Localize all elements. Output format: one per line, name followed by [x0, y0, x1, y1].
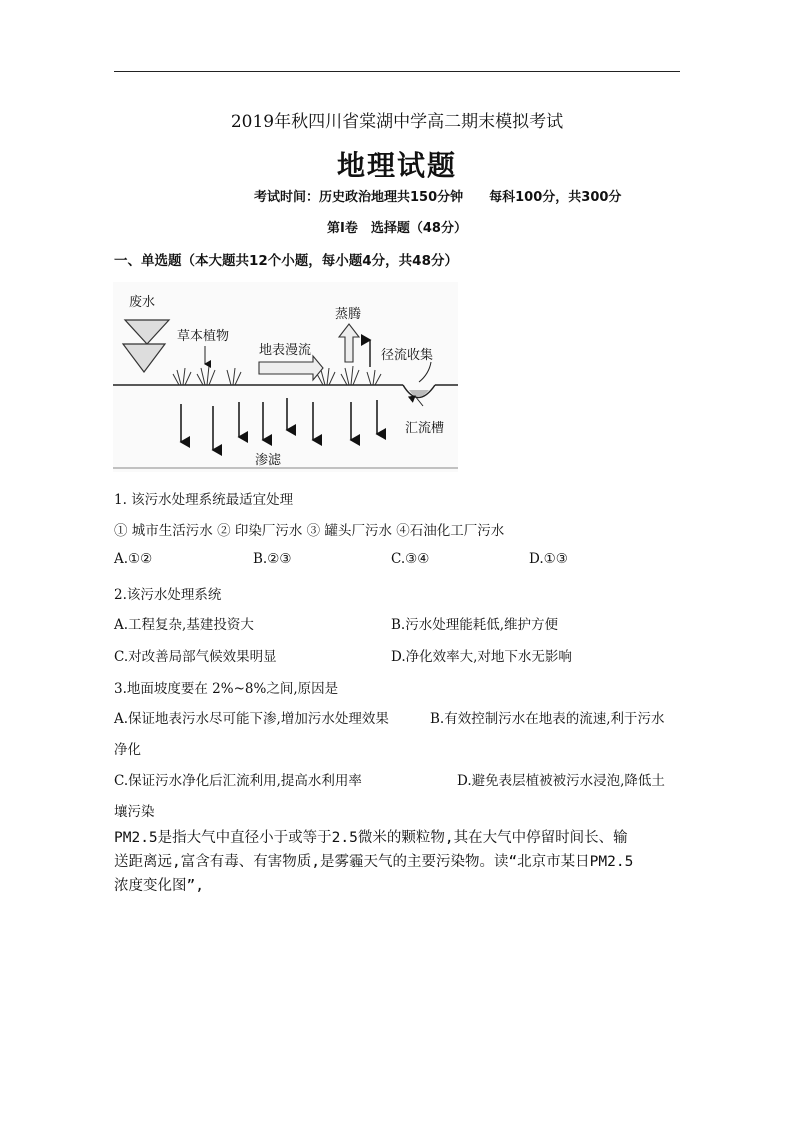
label-surface-flow: 地表漫流 — [259, 343, 312, 358]
pm25-passage-line-1: PM2.5是指大气中直径小于或等于2.5微米的颗粒物,其在大气中停留时间长、输 — [114, 830, 628, 846]
pm25-passage-line-3: 浓度变化图”, — [114, 878, 204, 894]
label-plants: 草本植物 — [177, 329, 230, 344]
exam-time: 考试时间：历史政治地理共150分钟 — [254, 190, 464, 205]
exam-title: 2019年秋四川省棠湖中学高二期末模拟考试 — [230, 112, 564, 132]
label-evaporation: 蒸腾 — [335, 307, 362, 322]
subject-title: 地理试题 — [336, 149, 457, 182]
question-3-option-b: B.有效控制污水在地表的流速,利于污水 — [430, 711, 665, 727]
section-heading: 一、单选题（本大题共12个小题，每小题4分，共48分） — [114, 253, 458, 269]
label-channel: 汇流槽 — [405, 421, 445, 436]
pm25-passage-line-2: 送距离远,富含有毒、有害物质,是雾霾天气的主要污染物。读“北京市某日PM2.5 — [114, 854, 634, 870]
question-2-option-c: C.对改善局部气候效果明显 — [114, 649, 277, 665]
label-wastewater: 废水 — [129, 295, 156, 310]
question-1-option-a: A.①② — [114, 551, 153, 567]
question-3-option-d-wrap: 壤污染 — [114, 804, 155, 820]
question-3-option-d: D.避免表层植被被污水浸泡,降低土 — [457, 773, 665, 789]
question-1-option-b: B.②③ — [253, 551, 292, 567]
label-infiltration: 渗滤 — [255, 453, 282, 468]
question-1-stem: 1. 该污水处理系统最适宜处理 — [114, 492, 294, 508]
wastewater-treatment-diagram — [113, 282, 458, 472]
exam-meta — [254, 186, 621, 205]
score-info: 每科100分，共300分 — [489, 190, 622, 205]
question-3-option-a: A.保证地表污水尽可能下渗,增加污水处理效果 — [114, 711, 389, 727]
question-1-note: ① 城市生活污水 ② 印染厂污水 ③ 罐头厂污水 ④石油化工厂污水 — [114, 523, 505, 539]
question-2-option-a: A.工程复杂,基建投资大 — [114, 617, 254, 633]
question-3-option-b-wrap: 净化 — [114, 742, 141, 758]
volume-heading: 第Ⅰ卷 选择题（48分） — [327, 221, 467, 236]
question-1-option-d: D.①③ — [529, 551, 568, 567]
question-3-option-c: C.保证污水净化后汇流利用,提高水利用率 — [114, 773, 362, 789]
header-rule — [114, 71, 680, 72]
label-runoff-collection: 径流收集 — [381, 348, 434, 363]
question-3-stem: 3.地面坡度要在 2%~8%之间,原因是 — [114, 681, 339, 697]
question-2-stem: 2.该污水处理系统 — [114, 587, 222, 603]
question-1-option-c: C.③④ — [391, 551, 430, 567]
question-2-option-b: B.污水处理能耗低,维护方便 — [391, 617, 559, 633]
pm25-passage — [114, 826, 680, 898]
question-2-option-d: D.净化效率大,对地下水无影响 — [391, 649, 572, 665]
